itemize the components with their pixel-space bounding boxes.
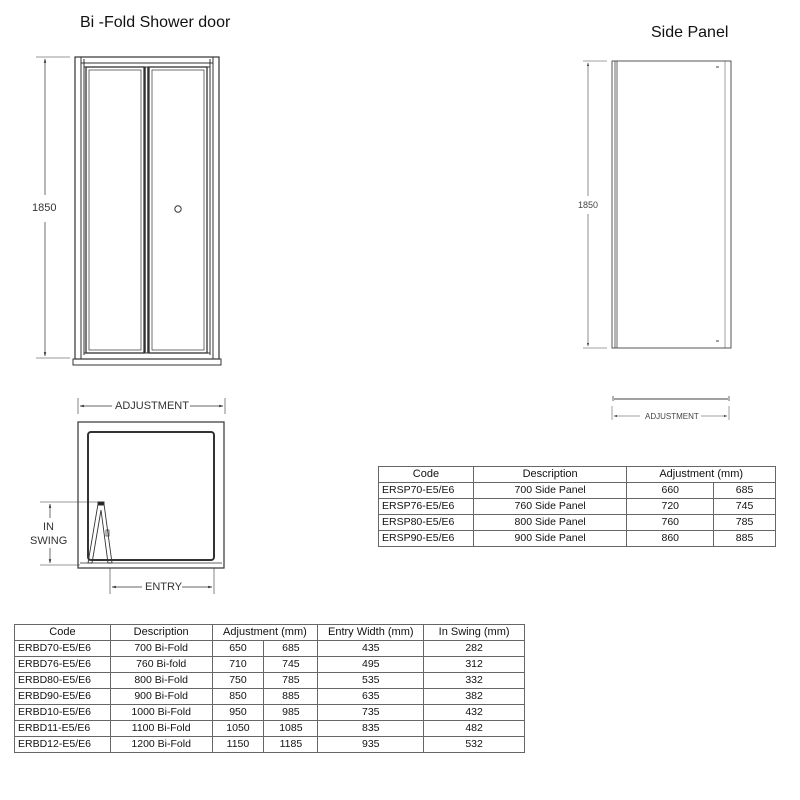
cell-in-swing: 482 xyxy=(424,721,525,737)
cell-adj-min: 860 xyxy=(627,531,714,547)
cell-code: ERBD70-E5/E6 xyxy=(15,641,111,657)
cell-adj-min: 710 xyxy=(212,657,264,673)
cell-code: ERBD12-E5/E6 xyxy=(15,737,111,753)
bifold-height-label: 1850 xyxy=(32,202,57,214)
cell-description: 700 Bi-Fold xyxy=(110,641,212,657)
table-row xyxy=(15,689,525,705)
cell-entry-width: 495 xyxy=(318,657,424,673)
cell-in-swing: 332 xyxy=(424,673,525,689)
cell-description: 760 Side Panel xyxy=(473,499,626,515)
table-header-row xyxy=(379,467,776,483)
bifold-title: Bi -Fold Shower door xyxy=(80,14,231,31)
in-swing-label-line1: IN xyxy=(43,521,54,533)
bifold-adjustment-label: ADJUSTMENT xyxy=(115,400,189,412)
bifold-elevation xyxy=(36,57,221,365)
cell-adj-min: 660 xyxy=(627,483,714,499)
cell-code: ERSP76-E5/E6 xyxy=(379,499,474,515)
side-panel-adjustment-label: ADJUSTMENT xyxy=(645,412,699,421)
cell-adj-max: 685 xyxy=(264,641,318,657)
table-row xyxy=(379,531,776,547)
cell-adj-min: 1050 xyxy=(212,721,264,737)
table-row xyxy=(379,499,776,515)
cell-code: ERBD80-E5/E6 xyxy=(15,673,111,689)
in-swing-label-line2: SWING xyxy=(30,535,68,547)
cell-description: 700 Side Panel xyxy=(473,483,626,499)
cell-adj-max: 745 xyxy=(264,657,318,673)
cell-entry-width: 635 xyxy=(318,689,424,705)
bifold-plan xyxy=(40,398,225,594)
cell-description: 900 Side Panel xyxy=(473,531,626,547)
header-description: Description xyxy=(473,467,626,483)
cell-in-swing: 312 xyxy=(424,657,525,673)
cell-description: 1200 Bi-Fold xyxy=(110,737,212,753)
cell-entry-width: 835 xyxy=(318,721,424,737)
cell-adj-min: 650 xyxy=(212,641,264,657)
cell-in-swing: 382 xyxy=(424,689,525,705)
cell-in-swing: 282 xyxy=(424,641,525,657)
cell-entry-width: 535 xyxy=(318,673,424,689)
cell-code: ERBD90-E5/E6 xyxy=(15,689,111,705)
cell-adj-max: 1185 xyxy=(264,737,318,753)
cell-description: 800 Side Panel xyxy=(473,515,626,531)
header-in-swing: In Swing (mm) xyxy=(424,625,525,641)
cell-description: 800 Bi-Fold xyxy=(110,673,212,689)
cell-adj-min: 720 xyxy=(627,499,714,515)
cell-description: 1000 Bi-Fold xyxy=(110,705,212,721)
cell-adj-max: 745 xyxy=(714,499,776,515)
cell-entry-width: 935 xyxy=(318,737,424,753)
side-panel-height-label: 1850 xyxy=(578,200,599,210)
header-adjustment: Adjustment (mm) xyxy=(627,467,776,483)
cell-entry-width: 435 xyxy=(318,641,424,657)
side-panel-table xyxy=(378,466,776,547)
table-header-row xyxy=(15,625,525,641)
header-entry-width: Entry Width (mm) xyxy=(318,625,424,641)
header-adjustment: Adjustment (mm) xyxy=(212,625,318,641)
table-row xyxy=(15,705,525,721)
cell-adj-min: 750 xyxy=(212,673,264,689)
table-row xyxy=(15,641,525,657)
cell-adj-max: 985 xyxy=(264,705,318,721)
header-code: Code xyxy=(15,625,111,641)
cell-code: ERBD10-E5/E6 xyxy=(15,705,111,721)
cell-in-swing: 432 xyxy=(424,705,525,721)
cell-adj-min: 1150 xyxy=(212,737,264,753)
side-panel-elevation xyxy=(583,61,731,420)
cell-code: ERSP90-E5/E6 xyxy=(379,531,474,547)
header-description: Description xyxy=(110,625,212,641)
cell-code: ERBD76-E5/E6 xyxy=(15,657,111,673)
cell-description: 760 Bi-fold xyxy=(110,657,212,673)
cell-code: ERSP70-E5/E6 xyxy=(379,483,474,499)
header-code: Code xyxy=(379,467,474,483)
cell-adj-max: 785 xyxy=(714,515,776,531)
cell-in-swing: 532 xyxy=(424,737,525,753)
cell-entry-width: 735 xyxy=(318,705,424,721)
table-row xyxy=(15,737,525,753)
cell-adj-max: 685 xyxy=(714,483,776,499)
side-panel-title: Side Panel xyxy=(651,24,729,41)
cell-adj-max: 785 xyxy=(264,673,318,689)
cell-code: ERBD11-E5/E6 xyxy=(15,721,111,737)
entry-label: ENTRY xyxy=(145,581,183,593)
table-row xyxy=(15,721,525,737)
table-row xyxy=(379,515,776,531)
cell-adj-max: 885 xyxy=(714,531,776,547)
cell-adj-max: 1085 xyxy=(264,721,318,737)
cell-description: 1100 Bi-Fold xyxy=(110,721,212,737)
cell-adj-max: 885 xyxy=(264,689,318,705)
cell-adj-min: 760 xyxy=(627,515,714,531)
cell-description: 900 Bi-Fold xyxy=(110,689,212,705)
table-row xyxy=(15,657,525,673)
cell-adj-min: 850 xyxy=(212,689,264,705)
table-row xyxy=(15,673,525,689)
table-row xyxy=(379,483,776,499)
cell-code: ERSP80-E5/E6 xyxy=(379,515,474,531)
bifold-table xyxy=(14,624,525,753)
cell-adj-min: 950 xyxy=(212,705,264,721)
